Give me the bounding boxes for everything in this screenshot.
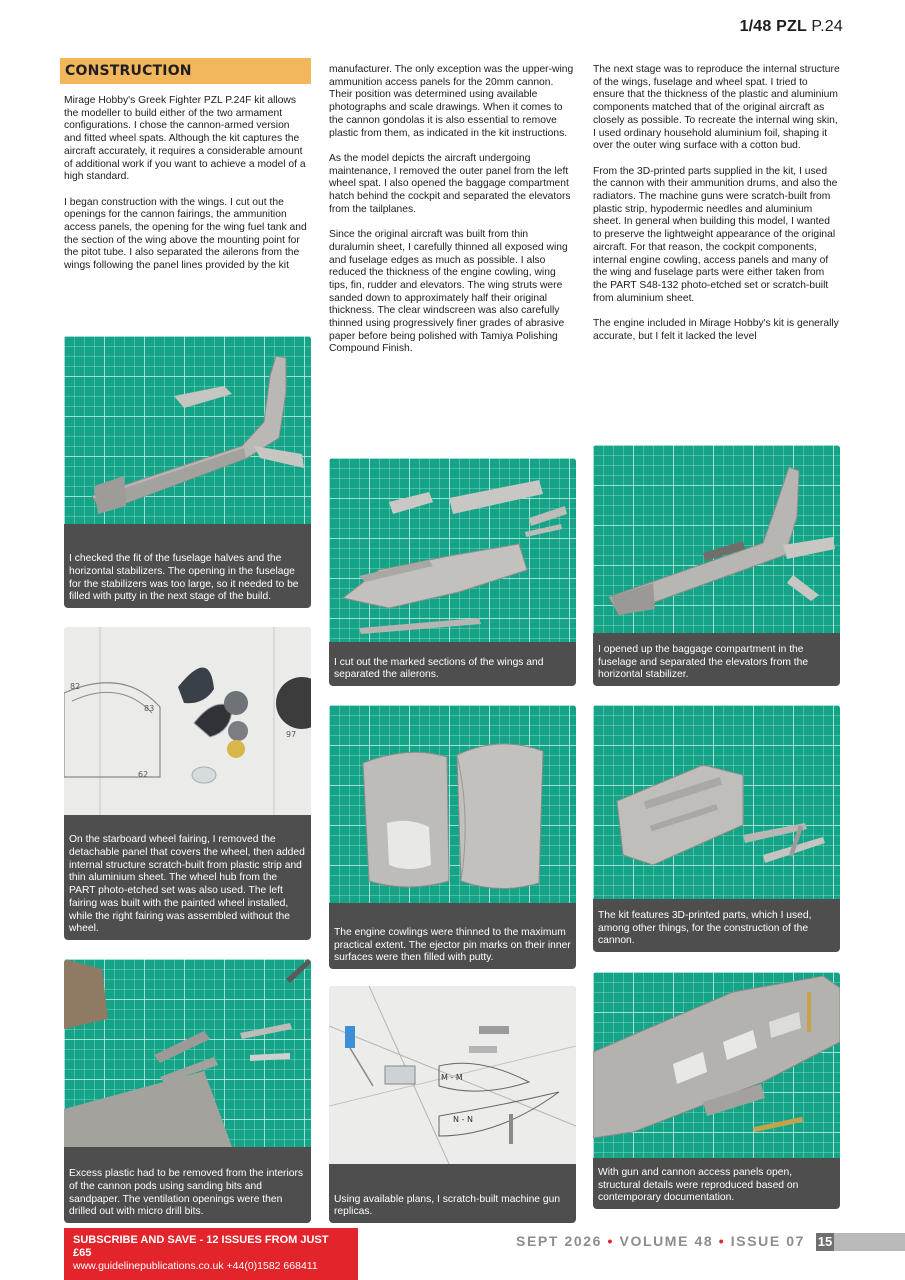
page-number: 15 (817, 1234, 833, 1249)
photo-image (593, 705, 840, 899)
cowling-illustration (329, 705, 576, 903)
header-page: P.24 (811, 18, 843, 35)
issue-month: SEPT 2026 (516, 1233, 602, 1249)
cannon-pods-illustration (64, 959, 311, 1147)
photo-image (329, 705, 576, 903)
paragraph: The engine included in Mirage Hobby's kit is generally accurate, but I felt it lacked the level (593, 318, 839, 342)
paragraph: I began construction with the wings. I cut out the openings for the cannon fairings, the ammunition access panels, the opening for the wing fuel tank and the section of the wing above the mounting point for the pitot tube. I also separated the ailerons from the wings following the panel lines provided by the kit (64, 196, 307, 272)
contact-text: www.guidelinepublications.co.uk +44(0)1582 668411 (73, 1260, 318, 1272)
subscribe-banner[interactable] (64, 1228, 358, 1280)
wing-parts-illustration (329, 458, 576, 642)
wing-panels-illustration (593, 972, 840, 1158)
column-3-text (593, 64, 840, 343)
drawing-number: 83 (144, 704, 155, 713)
photo-baggage (593, 445, 840, 686)
subscribe-text: SUBSCRIBE AND SAVE - 12 ISSUES FROM JUST £65 (73, 1234, 329, 1259)
photo-cannon-pods (64, 959, 311, 1223)
photo-image (64, 959, 311, 1147)
photo-caption: The engine cowlings were thinned to the maximum practical extent. The ejector pin marks on their inner surfaces were then filled with putty. (334, 926, 571, 964)
photo-wings (329, 458, 576, 686)
photo-access-panels (593, 972, 840, 1209)
paragraph: Since the original aircraft was built from thin duralumin sheet, I carefully thinned all exposed wing and fuselage edges as much as possible. I also reduced the thickness of the engine cowling, wing tips, fin, rudder and elevators. The wing struts were sanded down to approximately half their original thickness. The clear windscreen was also carefully thinned using progressively finer grades of abrasive paper before being polished with Tamiya Polishing Compound Finish. (329, 229, 568, 355)
drawing-number: 62 (138, 770, 149, 779)
photo-caption: Excess plastic had to be removed from the interiors of the cannon pods using sanding bits and sandpaper. The ventilation openings were then drilled out with micro drill bits. (69, 1168, 304, 1218)
photo-caption: I opened up the baggage compartment in the fuselage and separated the elevators from the horizontal stabilizer. (598, 643, 809, 681)
issue-number: ISSUE 07 (730, 1233, 806, 1249)
wheel-fairing-illustration (64, 627, 311, 815)
photo-machine-guns (329, 986, 576, 1223)
photo-wheel-fairing (64, 627, 311, 940)
fuselage-open-illustration (593, 445, 840, 633)
photo-caption: On the starboard wheel fairing, I removed the detachable panel that covers the wheel, then added internal structure scratch-built from plastic strip and thin aluminium sheet. The wheel hub from the PART photo-etched set was also used. The left fairing was built with the painted wheel installed, while the right fairing was assembled without the wheel. (69, 834, 305, 935)
paragraph: manufacturer. The only exception was the upper-wing ammunition access panels for the 20mm cannon. Their position was determined using available photographs and scale drawings. When it comes to the cannon gondolas it is also essential to remove plastic from them, as indicated in the kit instructions. (329, 64, 574, 139)
photo-image (593, 445, 840, 633)
photo-caption: I checked the fit of the fuselage halves and the horizontal stabilizers. The opening in the fuselage for the stabilizers was too large, so it needed to be filled with putty in the next stage of the build. (69, 553, 299, 603)
photo-image (593, 972, 840, 1158)
column-2-text (329, 64, 576, 356)
running-header (740, 18, 843, 36)
header-title: 1/48 PZL (739, 18, 807, 35)
photo-image (64, 627, 311, 815)
photo-image (329, 458, 576, 642)
photo-caption: Using available plans, I scratch-built machine gun replicas. (334, 1193, 561, 1218)
photo-caption: With gun and cannon access panels open, structural details were reproduced based on contemporary documentation. (598, 1166, 799, 1204)
photo-image (329, 986, 576, 1164)
section-heading: CONSTRUCTION (60, 58, 311, 84)
printed-parts-illustration (593, 705, 840, 899)
drawing-number: 97 (286, 730, 297, 739)
photo-fuselage (64, 336, 311, 608)
issue-volume: VOLUME 48 (619, 1233, 714, 1249)
fuselage-model-illustration (64, 336, 311, 524)
plan-label: M - M (441, 1073, 463, 1082)
photo-image (64, 336, 311, 524)
drawing-number: 82 (70, 682, 81, 691)
separator-dot: • (718, 1233, 726, 1249)
photo-cowlings (329, 705, 576, 969)
paragraph: From the 3D-printed parts supplied in the kit, I used the cannon with their ammunition drums, and also the radiators. The machine guns were scratch-built from plastic strip, hypodermic needles and aluminium sheet. In general when building this model, I wanted to preserve the lightweight appearance of the original aircraft. For that reason, the cockpit components, internal engine cowling, access panels and many of the wing and fuselage parts were either taken from the PART S48-132 photo-etched set or scratch-built from aluminium sheet. (593, 165, 838, 304)
photo-caption: I cut out the marked sections of the wings and separated the ailerons. (334, 656, 544, 681)
paragraph: The next stage was to reproduce the internal structure of the wings, fuselage and wheel spat. I tried to ensure that the thickness of the plastic and aluminium components matched that of the original aircraft as closely as possible. To recreate the internal wing skin, I used ordinary household aluminium foil, shaping it over the outer wing surface with a cotton bud. (593, 64, 840, 152)
column-1-text (64, 95, 309, 273)
separator-dot: • (607, 1233, 615, 1249)
issue-info (516, 1232, 805, 1250)
paragraph: Mirage Hobby's Greek Fighter PZL P.24F kit allows the modeller to build either of the two armament configurations. I chose the cannon-armed version and fitted wheel spats. Although the kit captures the aircraft accurately, it requires a considerable amount of additional work if you want to achieve a model of a high standard. (64, 95, 306, 183)
plan-label: N - N (453, 1115, 473, 1124)
photo-caption: The kit features 3D-printed parts, which I used, among other things, for the construction of the cannon. (598, 909, 812, 947)
paragraph: As the model depicts the aircraft undergoing maintenance, I removed the outer panel from the left wheel spat. I also opened the baggage compartment hatch behind the cockpit and separated the elevators from the tailplanes. (329, 152, 571, 215)
photo-3d-parts (593, 705, 840, 952)
plans-illustration (329, 986, 576, 1164)
